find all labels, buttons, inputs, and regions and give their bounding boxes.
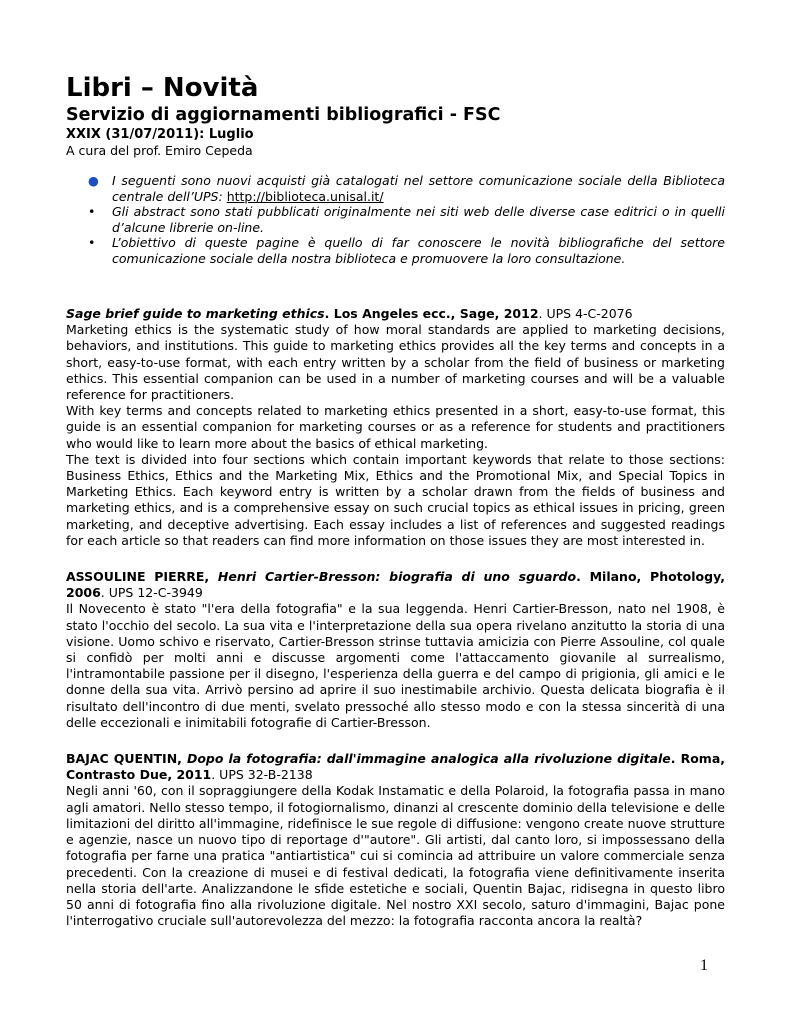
book-citation — [66, 751, 725, 783]
book-abstract: With key terms and concepts related to marketing ethics presented in a short, easy-to-use format, this guide is an essential companion for marketing courses or as a reference for students and practitioners who would like to learn more about the basics of ethical marketing. — [66, 403, 725, 451]
book-publication: . Los Angeles ecc., Sage, 2012 — [324, 306, 539, 321]
page-subtitle: Servizio di aggiornamenti bibliografici - FSC — [66, 105, 501, 125]
curator-line: A cura del prof. Emiro Cepeda — [66, 143, 253, 158]
notes-list — [66, 173, 725, 266]
book-abstract: Negli anni '60, con il sopraggiungere della Kodak Instamatic e della Polaroid, la fotografia passa in mano agli amatori. Nello stesso tempo, il fotogiornalismo, dinanzi al crescente dominio della televisione e delle limitazioni del diritto all'immagine, ridefinisce le sue regole di diffusione: vengono create nuove strutture e agenzie, nasce un nuovo tipo di reportage d'"autore". Gli artisti, dal canto loro, si impossessano della fotografia per farne una pratica "antiartistica" cui si comincia ad attribuire un valore commerciale senza precedenti. Con la creazione di musei e di festival dedicati, la fotografia viene definitivamente inserita nella storia dell'arte. Analizzandone le sfide estetiche e sociali, Quentin Bajac, ridisegna in questo libro 50 anni di fotografia fino alla rivoluzione digitale. Nel nostro XXI secolo, saturo d'immagini, Bajac pone l'interrogativo cruciale sull'autorevolezza del mezzo: la fotografia racconta ancora la realtà? — [66, 783, 725, 929]
book-author: ASSOULINE PIERRE, — [66, 569, 218, 585]
bullet-icon: • — [88, 204, 96, 219]
page-number: 1 — [700, 957, 708, 974]
book-shelfmark: . UPS 4-C-2076 — [538, 306, 633, 321]
book-shelfmark: . UPS 12-C-3949 — [100, 585, 203, 601]
book-entry — [66, 306, 725, 549]
note-text: I seguenti sono nuovi acquisti già catalogati nel settore comunicazione sociale della Biblioteca centrale dell’UPS: — [112, 173, 725, 204]
note-text: L’obiettivo di queste pagine è quello di far conoscere le novità bibliografiche del settore comunicazione sociale della nostra biblioteca e promuovere la loro consultazione. — [112, 235, 725, 266]
book-publication: . Milano, Photology, 2006 — [66, 569, 725, 601]
book-title: Henri Cartier-Bresson: biografia di uno sguardo — [217, 569, 577, 585]
book-publication: . Roma, Contrasto Due, 2011 — [66, 751, 725, 783]
note-text: Gli abstract sono stati pubblicati originalmente nei siti web delle diverse case editrici o in quelli d’alcune librerie on-line. — [112, 204, 725, 235]
book-citation — [66, 569, 725, 601]
note-item — [88, 173, 725, 204]
book-entries — [66, 306, 725, 929]
book-citation — [66, 306, 725, 322]
bullet-icon: • — [88, 235, 96, 250]
book-abstract: Il Novecento è stato "l'era della fotografia" e la sua leggenda. Henri Cartier-Bresson, nato nel 1908, è stato l'occhio del secolo. La sua vita e l'interpretazione della sua opera rivelano anzitutto la storia di una visione. Uomo schivo e riservato, Cartier-Bresson strinse tuttavia amicizia con Pierre Assouline, col quale si confidò per molti anni e discusse argomenti come l'attaccamento giovanile al surrealismo, l'intramontabile passione per il disegno, l'esperienza della guerra e del campo di prigionia, gli amici e le donne della sua vita. Arrivò persino ad aprire il suo inestimabile archivio. Questa delicata biografia è il risultato dell'incontro di due menti, svelato pressoché allo stesso modo e con la stessa sincerità di una delle eccezionali e inimitabili fotografie di Cartier-Bresson. — [66, 601, 725, 730]
book-title: Sage brief guide to marketing ethics — [66, 306, 325, 321]
book-author: BAJAC QUENTIN, — [66, 751, 187, 767]
book-entry — [66, 751, 725, 929]
note-item — [88, 204, 725, 235]
book-entry — [66, 569, 725, 731]
book-abstract: The text is divided into four sections which contain important keywords that relate to those sections: Business Ethics, Ethics and the Marketing Mix, Ethics and the Promotional Mix, and Special Topics in Marketing Ethics. Each keyword entry is written by a scholar drawn from the fields of business and marketing ethics, and is a comprehensive essay on such crucial topics as ethical issues in pricing, green marketing, and deceptive advertising. Each essay includes a list of references and suggested readings for each article so that readers can find more information on those issues they are most interested in. — [66, 451, 725, 548]
book-abstract: Marketing ethics is the systematic study of how moral standards are applied to marketing decisions, behaviors, and institutions. This guide to marketing ethics provides all the key terms and concepts in a short, easy-to-use format, with each entry written by a scholar from the field of business or marketing ethics. This essential companion can be used in a number of marketing courses and will be a valuable reference for practitioners. — [66, 322, 725, 403]
book-shelfmark: . UPS 32-B-2138 — [211, 767, 313, 783]
library-link[interactable]: http://biblioteca.unisal.it/ — [226, 188, 384, 204]
bullet-icon: ● — [88, 173, 99, 188]
document-page — [66, 72, 725, 949]
issue-date: XXIX (31/07/2011): Luglio — [66, 127, 254, 142]
page-title: Libri – Novità — [66, 73, 259, 103]
book-title: Dopo la fotografia: dall'immagine analogica alla rivoluzione digitale — [186, 751, 671, 767]
note-item — [88, 235, 725, 266]
